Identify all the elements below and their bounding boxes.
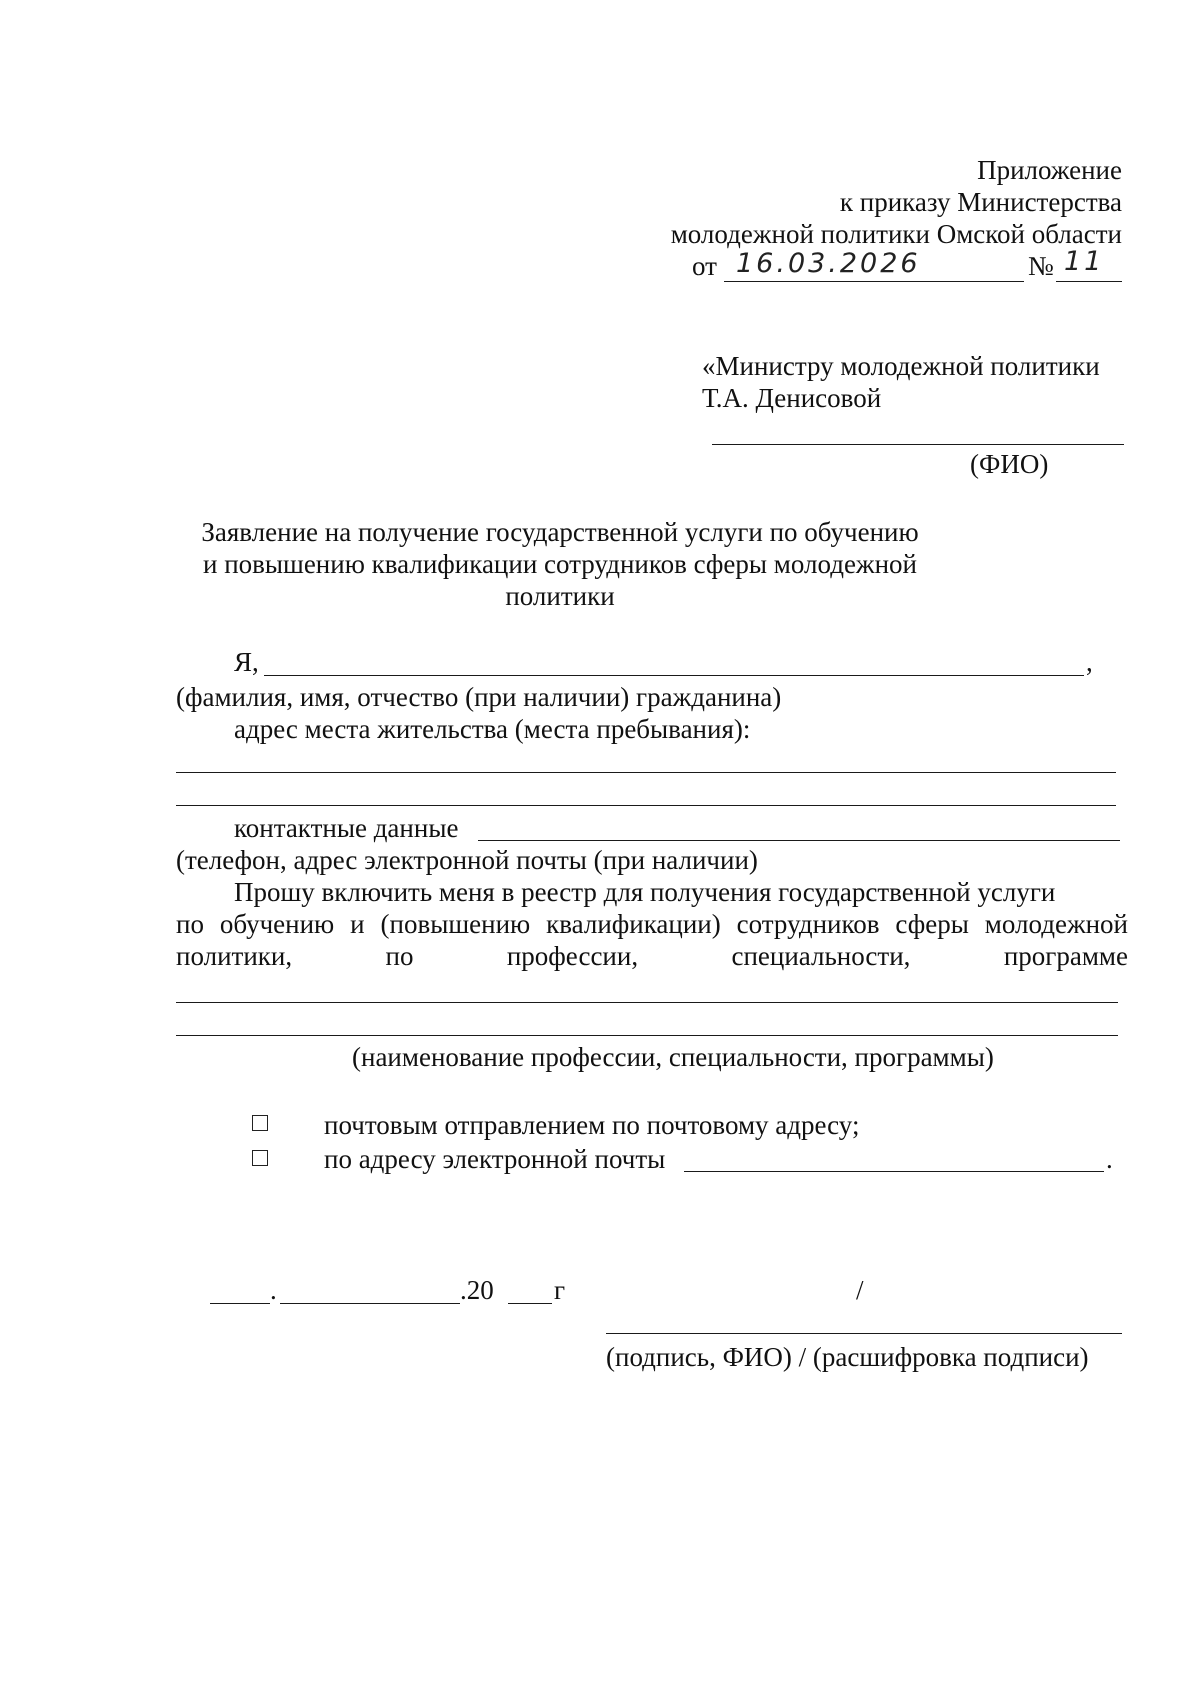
email-address-line	[684, 1171, 1104, 1172]
request-word-5: программе	[1003, 941, 1128, 971]
order-date-handwritten: 16.03.2026	[736, 248, 921, 279]
month-line	[280, 1303, 460, 1304]
program-line-1	[176, 1002, 1118, 1003]
appendix-title: Приложение	[977, 155, 1122, 185]
email-end-dot: .	[1106, 1144, 1113, 1174]
document-title-line1: Заявление на получение государственной услуги по обучению	[201, 517, 919, 547]
document-title-line3: политики	[505, 581, 615, 611]
fio-caption: (ФИО)	[970, 449, 1049, 479]
name-comma: ,	[1086, 647, 1093, 677]
date-underline	[724, 281, 1024, 282]
contacts-caption: (телефон, адрес электронной почты (при наличии)	[176, 845, 758, 875]
year-line	[508, 1303, 552, 1304]
signature-caption: (подпись, ФИО) / (расшифровка подписи)	[606, 1342, 1089, 1372]
address-line-1	[176, 772, 1116, 773]
appendix-order-ref: к приказу Министерства	[839, 187, 1122, 217]
address-label: адрес места жительства (места пребывания):	[234, 714, 751, 744]
applicant-name-line	[264, 675, 1084, 676]
date-dot: .	[270, 1275, 277, 1305]
order-number-handwritten: 11	[1064, 246, 1105, 277]
post-delivery-checkbox[interactable]	[252, 1115, 268, 1131]
request-line2: по обучению и (повышению квалификации) сотрудников сферы молодежной	[176, 909, 1128, 939]
year-suffix: г	[554, 1275, 566, 1305]
contacts-line	[478, 840, 1120, 841]
name-caption: (фамилия, имя, отчество (при наличии) гражданина)	[176, 682, 782, 712]
request-line1	[234, 876, 1128, 908]
addressee-fio-line	[712, 444, 1124, 445]
i-label: Я,	[234, 647, 259, 677]
number-underline	[1056, 281, 1122, 282]
post-delivery-label: почтовым отправлением по почтовому адресу;	[324, 1110, 860, 1140]
addressee-position: «Министру молодежной политики	[702, 351, 1100, 381]
appendix-ministry: молодежной политики Омской области	[670, 219, 1122, 249]
addressee-name: Т.А. Денисовой	[702, 383, 882, 413]
contacts-label: контактные данные	[234, 813, 459, 843]
signature-slash: /	[856, 1275, 864, 1305]
request-word-4: специальности,	[731, 941, 911, 971]
day-line	[210, 1303, 270, 1304]
email-delivery-label: по адресу электронной почты	[324, 1144, 666, 1174]
from-label: от	[692, 251, 717, 281]
email-delivery-checkbox[interactable]	[252, 1150, 268, 1166]
request-line3	[176, 940, 1128, 972]
number-label: №	[1028, 251, 1054, 281]
program-line-2	[176, 1035, 1118, 1036]
request-word-1: политики,	[176, 941, 293, 971]
request-line1-text: Прошу включить меня в реестр для получения государственной услуги	[234, 877, 1056, 907]
signature-line	[606, 1333, 1122, 1334]
document-title-line2: и повышению квалификации сотрудников сферы молодежной	[203, 549, 917, 579]
program-caption: (наименование профессии, специальности, программы)	[352, 1042, 994, 1072]
request-word-3: профессии,	[506, 941, 639, 971]
address-line-2	[176, 805, 1116, 806]
year-prefix: .20	[460, 1275, 494, 1305]
request-word-2: по	[385, 941, 414, 971]
